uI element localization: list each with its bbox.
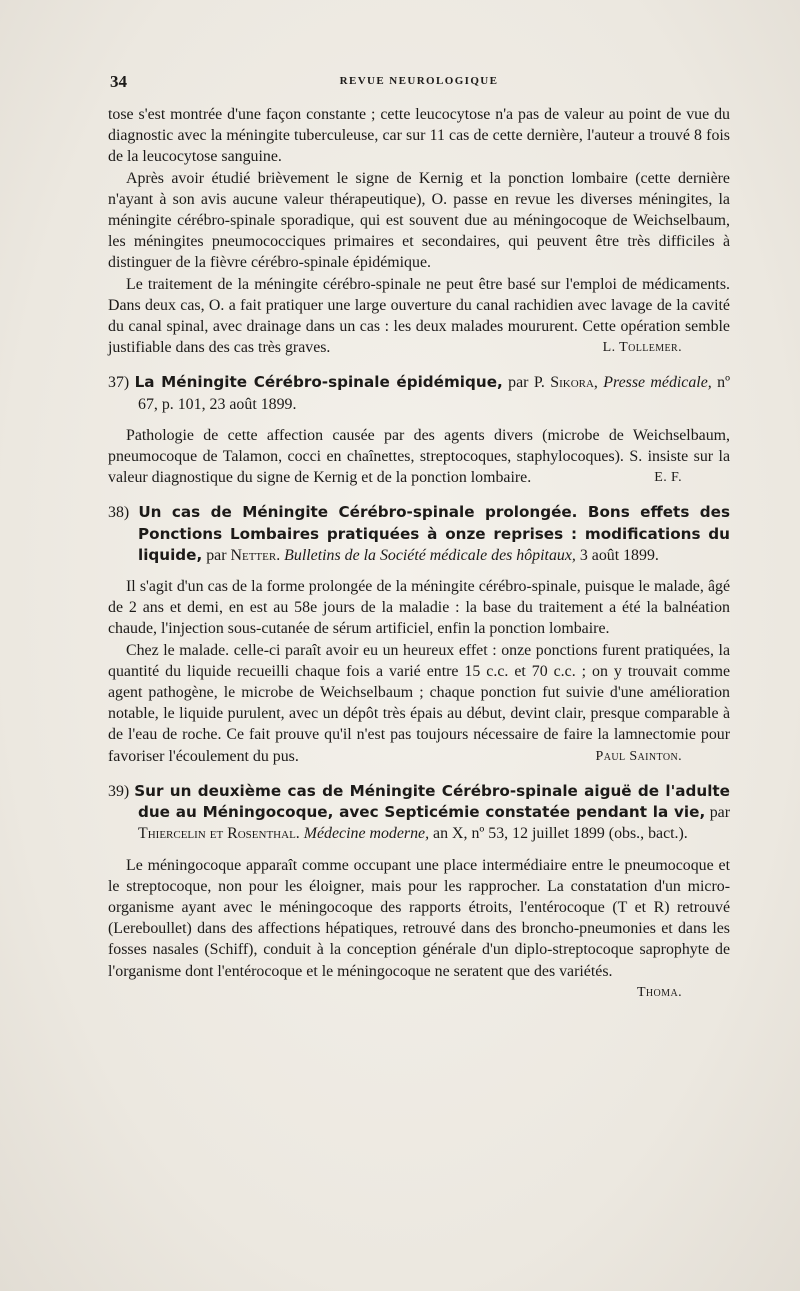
intro-signature: L. Tollemer.	[602, 340, 682, 356]
entry-37	[108, 372, 730, 488]
entry-author: Thiercelin et Rosenthal.	[138, 825, 300, 843]
entry-author: Sikora,	[550, 374, 598, 392]
page-header	[110, 72, 728, 92]
entry-paragraph: Le méningocoque apparaît comme occupant une place intermédiaire entre le pneumocoque et le streptocoque, non pour les éloigner, mais pour les rapprocher. La constatation d'un micro-organisme ayant avec le méningocoque des rapports étroits, l'entérocoque (T et R) retrouvé (Lereboullet) dans des affections hépatiques, retrouvé dans des broncho-pneumonies et dans les fosses nasales (Schiff), conduit à la conception générale d'un diplo-streptocoque saprophyte de l'organisme dont l'entérocoque et le méningocoque ne seratent que des variétés.	[108, 856, 730, 980]
entry-39	[108, 781, 730, 1003]
entry-journal: Médecine moderne,	[303, 825, 430, 843]
entry-heading	[108, 372, 730, 414]
entry-title: Sur un deuxième cas de Méningite Cérébro-spinale aiguë de l'adulte due au Méningocoque, avec Septicémie constatée pendant la vie,	[134, 781, 730, 822]
entry-title: La Méningite Cérébro-spinale épidémique,	[134, 373, 503, 392]
page-number: 34	[110, 72, 127, 91]
entry-paragraph: Il s'agit d'un cas de la forme prolongée de la méningite cérébro-spinale, puisque le malade, âgé de 2 ans et demi, en est au 58e jours de la maladie : la base du traitement a été la balnéation chaude, l'injection sous-cutanée de sérum artificiel, enfin la ponction lombaire.	[108, 578, 730, 638]
page-body	[108, 104, 730, 1003]
entry-title: Un cas de Méningite Cérébro-spinale prolongée. Bons effets des Ponctions Lombaires pratiquées à onze reprises : modifications du liquide,	[138, 503, 731, 564]
intro-paragraph-1: tose s'est montrée d'une façon constante ; cette leucocytose n'a pas de valeur au point de vue du diagnostic avec la méningite tuberculeuse, car sur 11 cas de cette dernière, l'auteur a trouvé 8 fois de la leucocytose sanguine.	[108, 106, 730, 166]
entry-paragraph: Pathologie de cette affection causée par des agents divers (microbe de Weichselbaum, pneumocoque de Talamon, cocci en chaînettes, streptocoques, staphylocoques). S. insiste sur la valeur diagnostique du signe de Kernig et de la ponction lombaire.	[108, 426, 730, 487]
entry-signature: E. F.	[654, 470, 682, 486]
entry-journal: Presse médicale,	[603, 374, 712, 392]
entry-number: 37)	[108, 374, 130, 392]
entry-signature: Thoma.	[636, 984, 682, 1000]
entry-by: par P.	[508, 374, 545, 392]
entry-heading	[108, 502, 730, 566]
entry-number: 38)	[108, 504, 130, 522]
entry-by: par	[206, 546, 227, 564]
entry-by: par	[709, 804, 730, 822]
entry-number: 39)	[108, 782, 130, 800]
entry-heading	[108, 781, 730, 845]
entry-paragraph: Chez le malade. celle-ci paraît avoir eu un heureux effet : onze ponctions furent pratiquées, la quantité du liquide recueilli chaque fois a varié entre 15 c.c. et 70 c.c. ; on y trouvait comme agent pathogène, le microbe de Weichselbaum ; chaque ponction fut suivie d'une amélioration notable, le liquide purulent, avec un dépôt très épais au début, devint clair, presque comparable à de l'eau de roche. Ce fait prouve qu'il n'est pas toujours nécessaire de faire la lamnectomie pour favoriser l'écoulement du pus.	[108, 641, 730, 765]
entry-reference: 3 août 1899.	[579, 546, 659, 564]
running-head: REVUE NEUROLOGIQUE	[339, 75, 499, 87]
entry-signature: Paul Sainton.	[595, 748, 682, 764]
entry-reference: nº 67, p. 101, 23 août 1899.	[138, 374, 731, 413]
entry-journal: Bulletins de la Société médicale des hôpitaux,	[284, 546, 576, 564]
entry-38	[108, 502, 730, 766]
intro-paragraph-2: Après avoir étudié brièvement le signe de Kernig et la ponction lombaire (cette dernière n'ayant à son avis aucune valeur thérapeutique), O. passe en revue les diverses méningites, la méningite cérébro-spinale sporadique, qui est souvent due au méningocoque de Weichselbaum, les méningites pneumococciques primaires et secondaires, qui peuvent être très difficiles à distinguer de la fièvre cérébro-spinale épidémique.	[108, 169, 730, 272]
entry-author: Netter.	[230, 546, 281, 564]
intro-paragraph-3: Le traitement de la méningite cérébro-spinale ne peut être basé sur l'emploi de médicaments. Dans deux cas, O. a fait pratiquer une large ouverture du canal rachidien avec lavage de la cavité du canal spinal, avec drainage dans un cas : les deux malades moururent. Cette opération semble justifiable dans des cas très graves.	[108, 275, 730, 357]
entry-reference: an X, nº 53, 12 juillet 1899 (obs., bact.).	[433, 825, 688, 843]
